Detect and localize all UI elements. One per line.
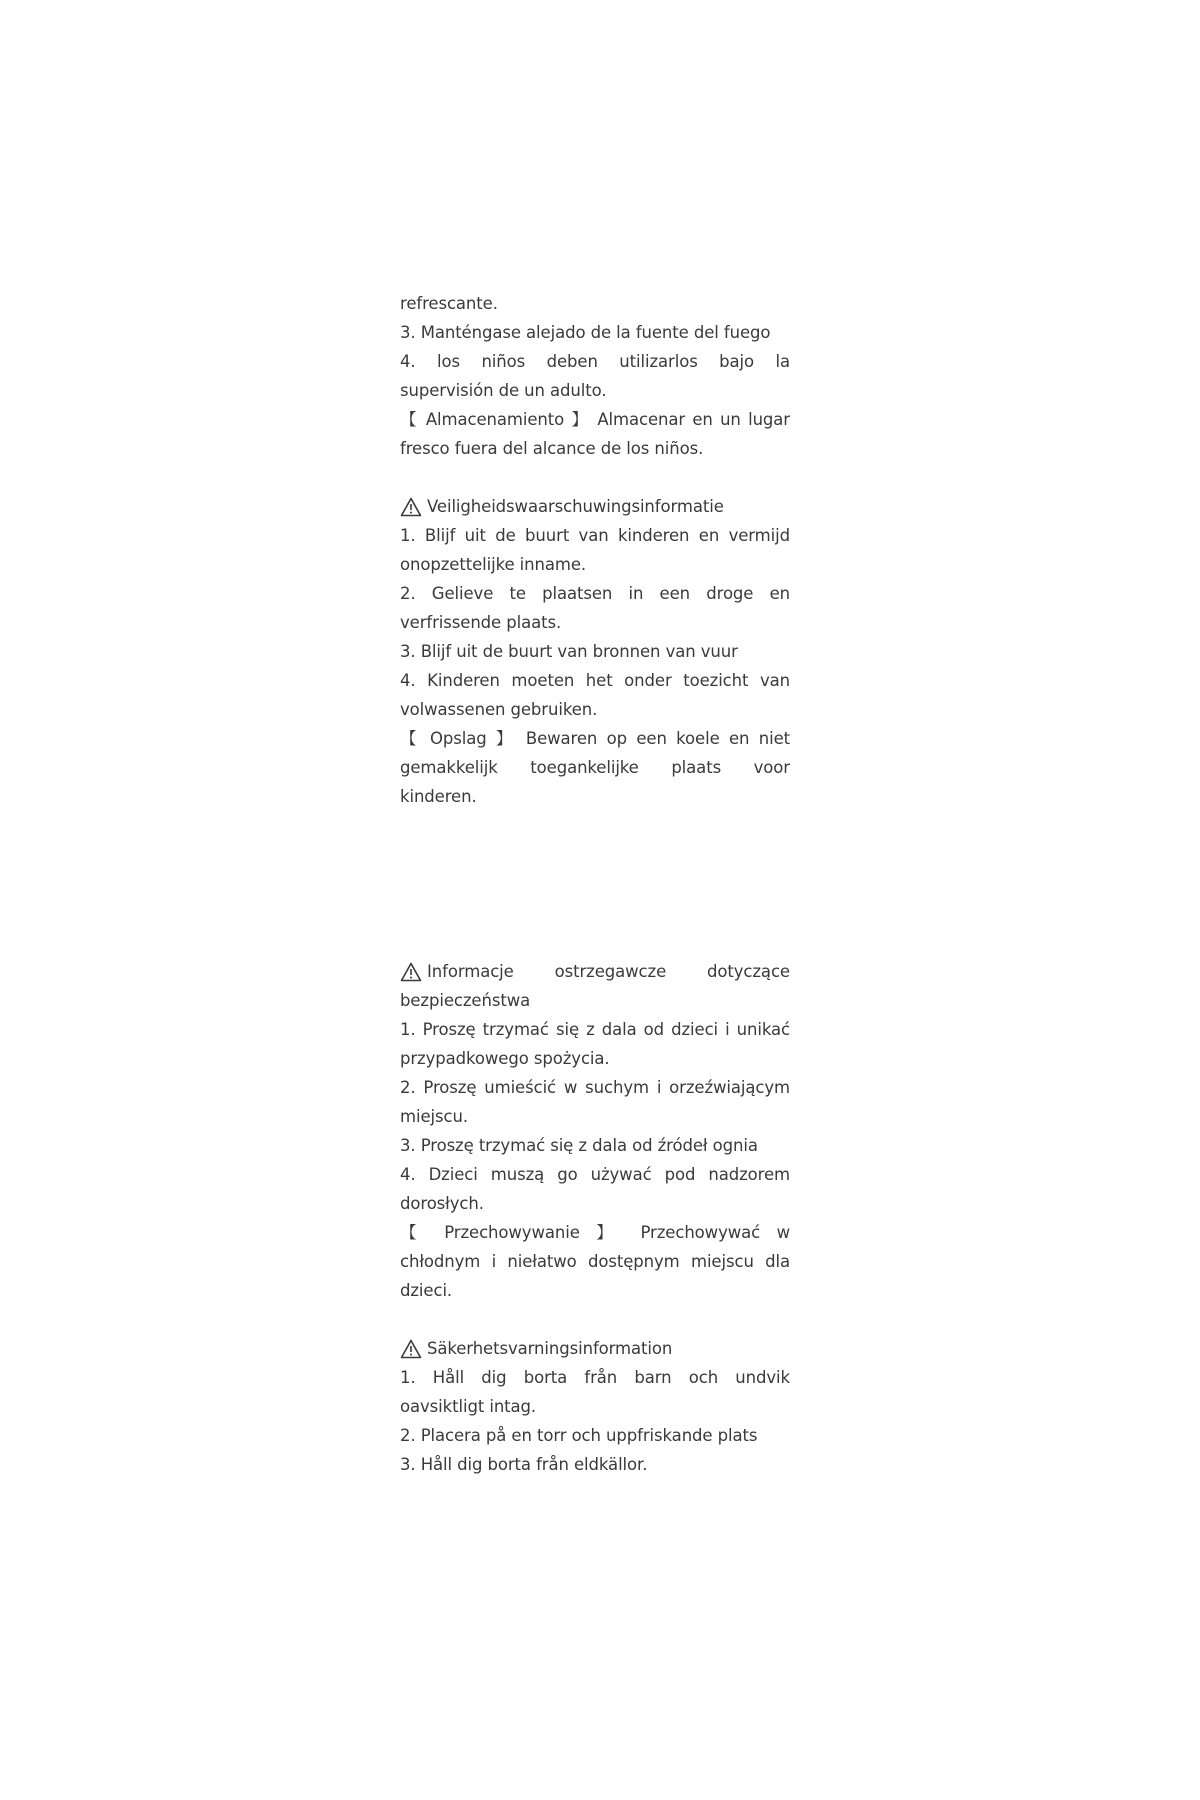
- text-column-upper: [400, 289, 790, 811]
- es-line-1: refrescante.: [400, 294, 498, 313]
- nl-heading: [400, 492, 790, 521]
- nl-line-6: 4. Kinderen moeten het onder toezicht van: [400, 671, 790, 690]
- nl-line-4: verfrissende plaats.: [400, 613, 562, 632]
- nl-line-9: gemakkelijk toegankelijke plaats voor: [400, 758, 790, 777]
- es-storage-line: 【 Almacenamiento 】 Almacenar en un lugar: [400, 410, 790, 429]
- section-gap: [400, 463, 790, 492]
- section-gap: [400, 1305, 790, 1334]
- pl-heading-word-3: dotyczące: [707, 962, 790, 981]
- nl-line-5: 3. Blijf uit de buurt van bronnen van vuur: [400, 642, 738, 661]
- pl-line-4: miejscu.: [400, 1107, 468, 1126]
- sv-heading: [400, 1334, 790, 1363]
- es-line-2: 3. Manténgase alejado de la fuente del fuego: [400, 323, 771, 342]
- warning-triangle-icon: [400, 497, 422, 517]
- sv-line-1: 1. Håll dig borta från barn och undvik: [400, 1368, 790, 1387]
- warning-triangle-icon: [400, 1339, 422, 1359]
- pl-line-5: 3. Proszę trzymać się z dala od źródeł ognia: [400, 1136, 758, 1155]
- pl-line-7: dorosłych.: [400, 1194, 484, 1213]
- pl-line-6: 4. Dzieci muszą go używać pod nadzorem: [400, 1165, 790, 1184]
- pl-heading-word-1: Informacje: [427, 962, 514, 981]
- sv-line-4: 3. Håll dig borta från eldkällor.: [400, 1455, 648, 1474]
- nl-line-1: 1. Blijf uit de buurt van kinderen en vermijd: [400, 526, 790, 545]
- es-line-3: 4. los niños deben utilizarlos bajo la: [400, 352, 790, 371]
- warning-triangle-icon: [400, 962, 422, 982]
- pl-heading-cont: bezpieczeństwa: [400, 991, 531, 1010]
- sv-line-3: 2. Placera på en torr och uppfriskande plats: [400, 1426, 758, 1445]
- nl-line-2: onopzettelijke inname.: [400, 555, 587, 574]
- sv-heading-text: Säkerhetsvarningsinformation: [427, 1339, 673, 1358]
- pl-heading-word-2: ostrzegawcze: [554, 962, 667, 981]
- sv-line-2: oavsiktligt intag.: [400, 1397, 537, 1416]
- pl-heading: [400, 957, 790, 986]
- pl-heading-text: [427, 957, 790, 986]
- pl-line-10: dzieci.: [400, 1281, 453, 1300]
- pl-storage-line: 【 Przechowywanie 】 Przechowywać w: [400, 1223, 790, 1242]
- es-line-4: supervisión de un adulto.: [400, 381, 607, 400]
- pl-line-3: 2. Proszę umieścić w suchym i orzeźwiającym: [400, 1078, 790, 1097]
- nl-storage-line: 【 Opslag 】 Bewaren op een koele en niet: [400, 729, 790, 748]
- es-line-6: fresco fuera del alcance de los niños.: [400, 439, 704, 458]
- pl-line-2: przypadkowego spożycia.: [400, 1049, 610, 1068]
- nl-line-7: volwassenen gebruiken.: [400, 700, 598, 719]
- nl-line-3: 2. Gelieve te plaatsen in een droge en: [400, 584, 790, 603]
- nl-heading-text: Veiligheidswaarschuwingsinformatie: [427, 497, 724, 516]
- pl-line-9: chłodnym i niełatwo dostępnym miejscu dla: [400, 1252, 790, 1271]
- text-column-lower: [400, 957, 790, 1479]
- nl-line-10: kinderen.: [400, 787, 477, 806]
- pl-line-1: 1. Proszę trzymać się z dala od dzieci i unikać: [400, 1020, 790, 1039]
